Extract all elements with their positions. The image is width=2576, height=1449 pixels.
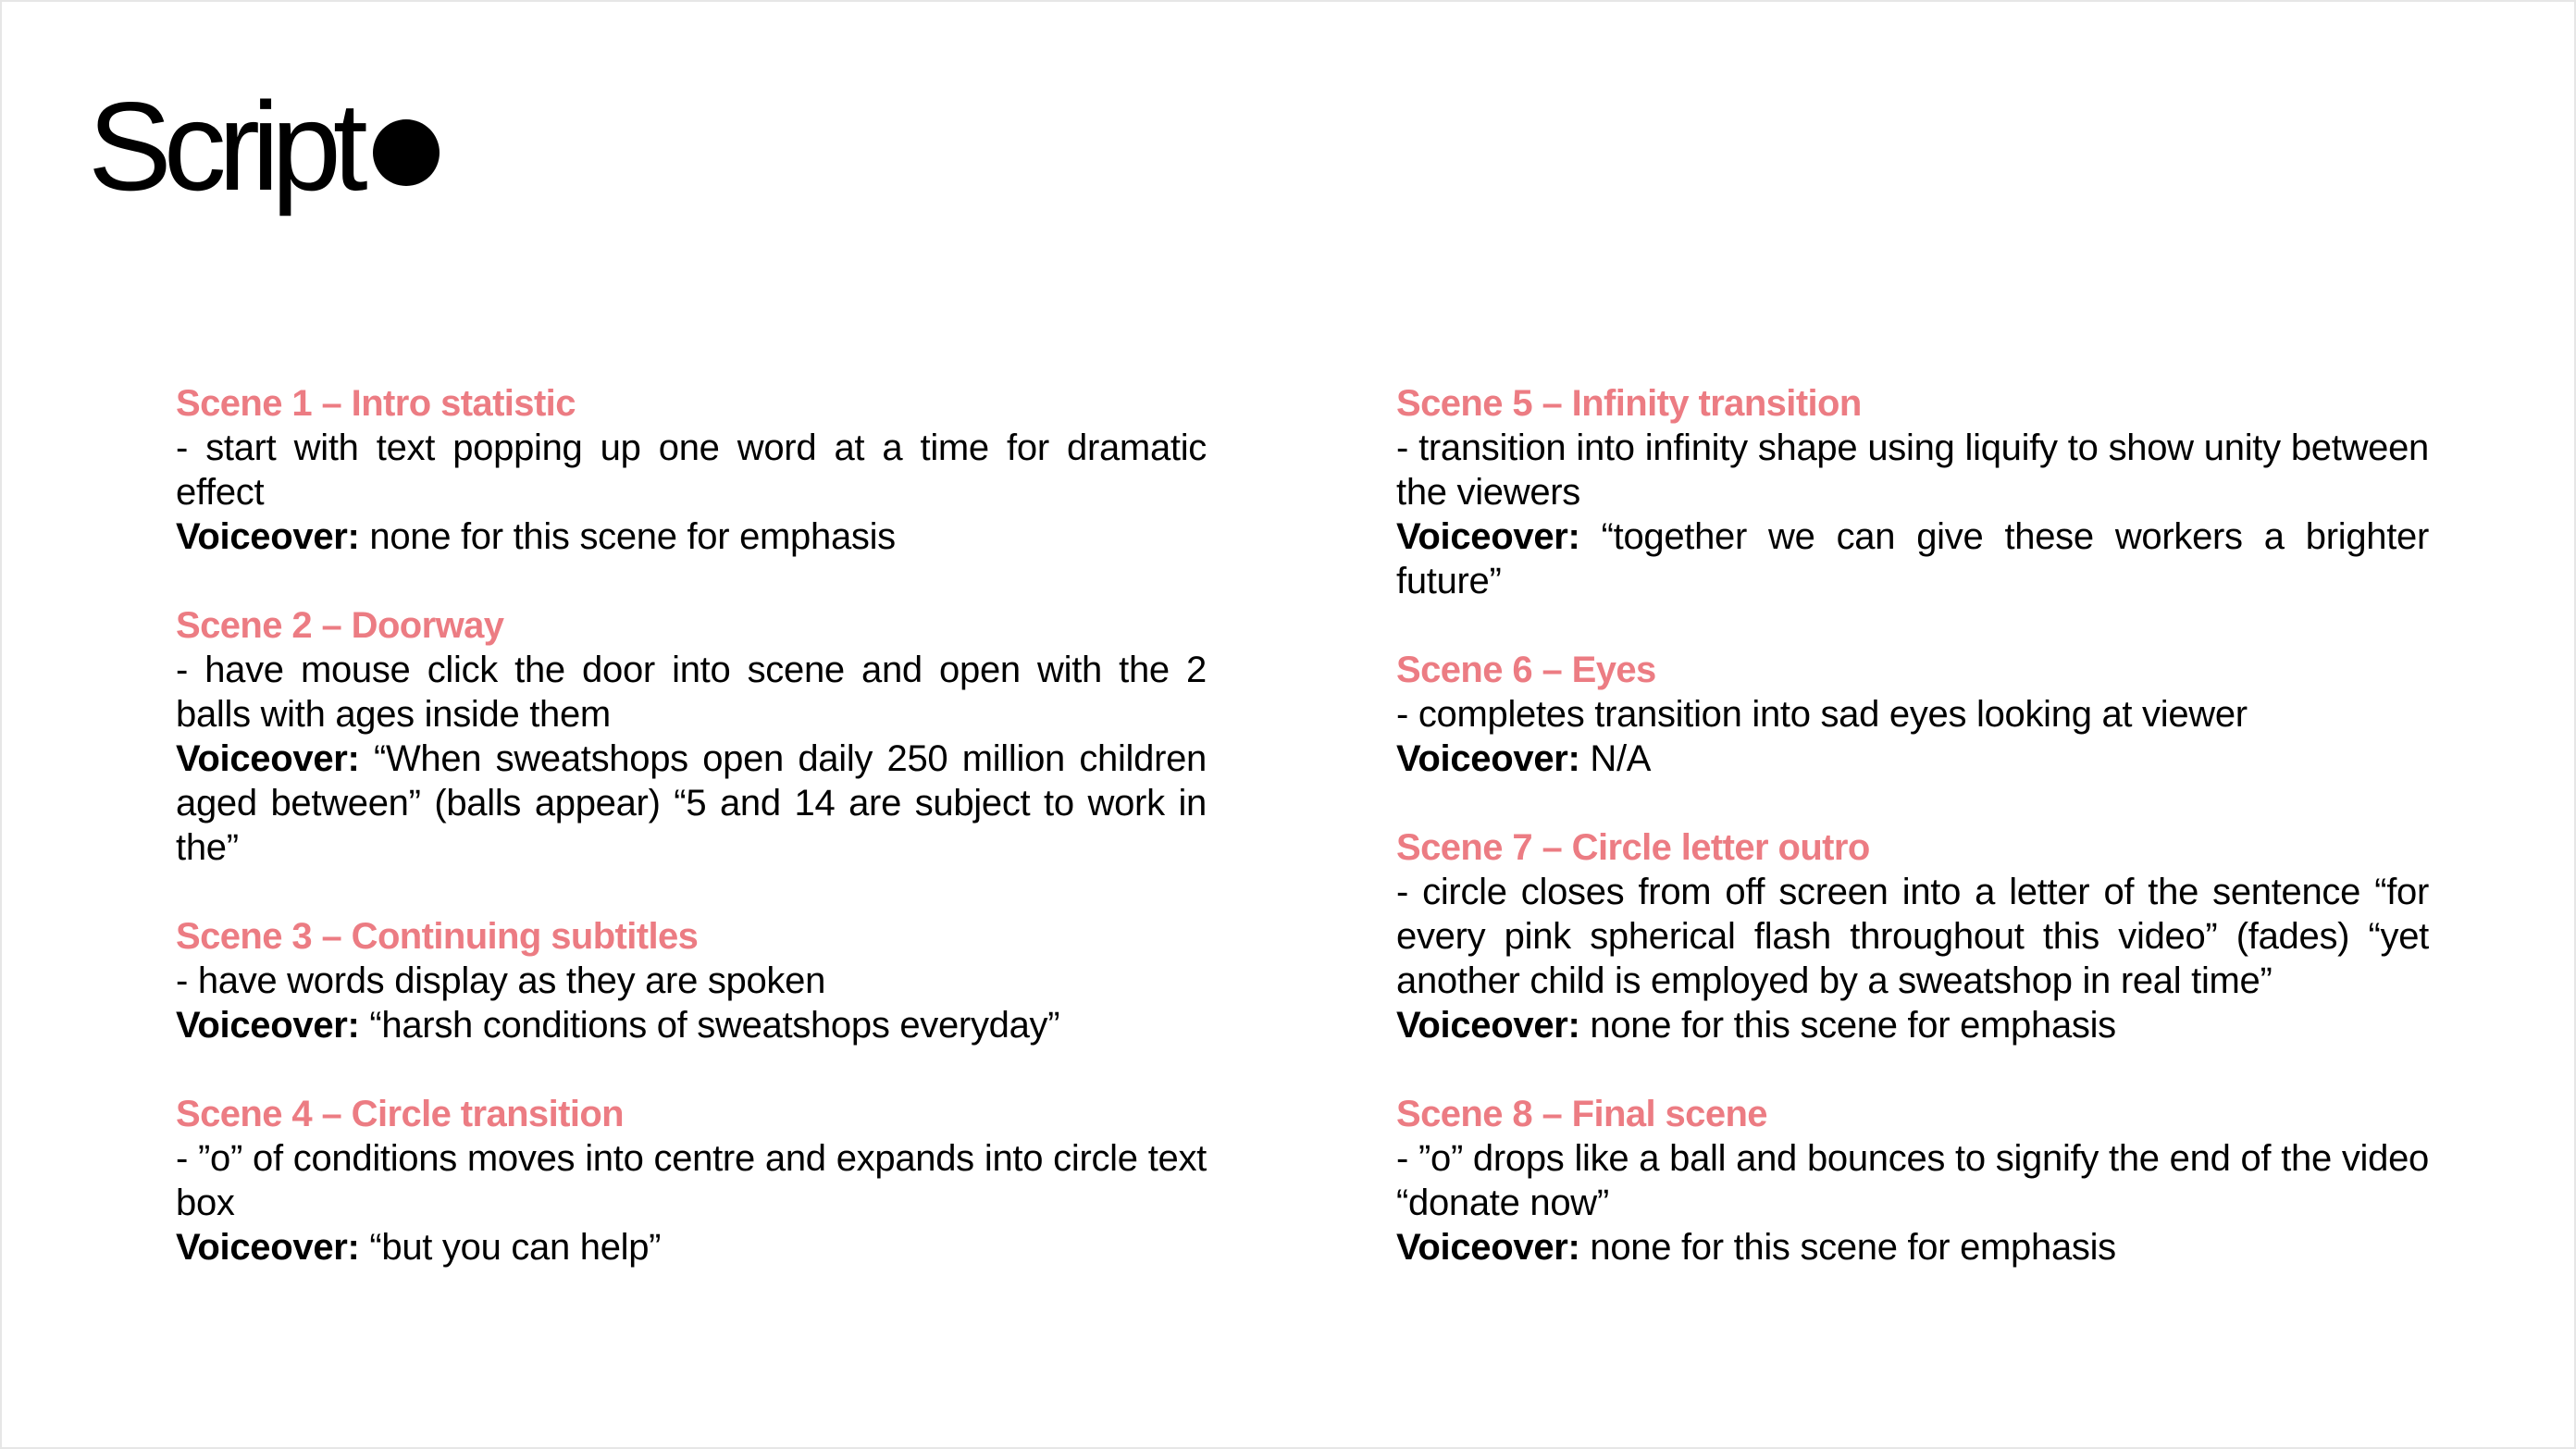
- page-title: Script: [88, 76, 360, 217]
- scene-heading: Scene 3 – Continuing subtitles: [176, 916, 699, 957]
- scene-voiceover: [1396, 1003, 2429, 1047]
- voiceover-label: Voiceover:: [1396, 738, 1580, 779]
- voiceover-label: Voiceover:: [1396, 1227, 1580, 1268]
- scene-description: - completes transition into sad eyes looking at viewer: [1396, 694, 2248, 735]
- scene-description: - ”o” drops like a ball and bounces to signify the end of the video “donate now”: [1396, 1138, 2429, 1223]
- scene-voiceover: [1396, 1225, 2429, 1269]
- scene-block: [1396, 1092, 2429, 1269]
- voiceover-text: none for this scene for emphasis: [1579, 1005, 2116, 1046]
- scene-block: [176, 914, 1207, 1047]
- scene-voiceover: [176, 514, 1207, 559]
- scene-heading: Scene 4 – Circle transition: [176, 1094, 624, 1134]
- scene-heading: Scene 5 – Infinity transition: [1396, 383, 1862, 424]
- scene-voiceover: [1396, 514, 2429, 603]
- scene-column-left: [176, 381, 1207, 1314]
- voiceover-label: Voiceover:: [176, 516, 360, 557]
- scene-description: - transition into infinity shape using liquify to show unity between the viewers: [1396, 427, 2429, 513]
- scene-heading: Scene 6 – Eyes: [1396, 650, 1656, 690]
- scene-voiceover: [176, 737, 1207, 870]
- voiceover-text: none for this scene for emphasis: [359, 516, 896, 557]
- scene-block: [176, 1092, 1207, 1269]
- scene-heading: Scene 7 – Circle letter outro: [1396, 827, 1870, 868]
- voiceover-text: “When sweatshops open daily 250 million children aged between” (balls appear) “5 and 14 are subject to work in the”: [176, 738, 1207, 868]
- scene-voiceover: [1396, 737, 2429, 781]
- scene-description: - start with text popping up one word at a time for dramatic effect: [176, 427, 1207, 513]
- voiceover-text: none for this scene for emphasis: [1579, 1227, 2116, 1268]
- scene-description: - ”o” of conditions moves into centre and expands into circle text box: [176, 1138, 1207, 1223]
- scene-description: - have words display as they are spoken: [176, 960, 826, 1001]
- scene-voiceover: [176, 1003, 1207, 1047]
- voiceover-label: Voiceover:: [1396, 1005, 1580, 1046]
- scene-block: [176, 603, 1207, 870]
- voiceover-label: Voiceover:: [1396, 516, 1580, 557]
- scene-heading: Scene 8 – Final scene: [1396, 1094, 1767, 1134]
- voiceover-text: “but you can help”: [359, 1227, 662, 1268]
- scene-description: - circle closes from off screen into a letter of the sentence “for every pink spherical flash throughout this video” (fades) “yet another child is employed by a sweatshop in real time”: [1396, 872, 2429, 1001]
- scene-heading: Scene 2 – Doorway: [176, 605, 504, 646]
- scene-block: [1396, 825, 2429, 1047]
- voiceover-label: Voiceover:: [176, 738, 360, 779]
- scene-heading: Scene 1 – Intro statistic: [176, 383, 576, 424]
- title-block: [88, 76, 440, 217]
- scene-block: [1396, 648, 2429, 781]
- scene-description: - have mouse click the door into scene and open with the 2 balls with ages inside them: [176, 650, 1207, 735]
- voiceover-text: “harsh conditions of sweatshops everyday”: [359, 1005, 1060, 1046]
- scene-column-right: [1396, 381, 2429, 1314]
- scene-block: [176, 381, 1207, 559]
- scene-voiceover: [176, 1225, 1207, 1269]
- voiceover-text: “together we can give these workers a brighter future”: [1396, 516, 2429, 601]
- voiceover-label: Voiceover:: [176, 1227, 360, 1268]
- voiceover-label: Voiceover:: [176, 1005, 360, 1046]
- scene-block: [1396, 381, 2429, 603]
- voiceover-text: N/A: [1579, 738, 1652, 779]
- title-dot-icon: [373, 119, 440, 186]
